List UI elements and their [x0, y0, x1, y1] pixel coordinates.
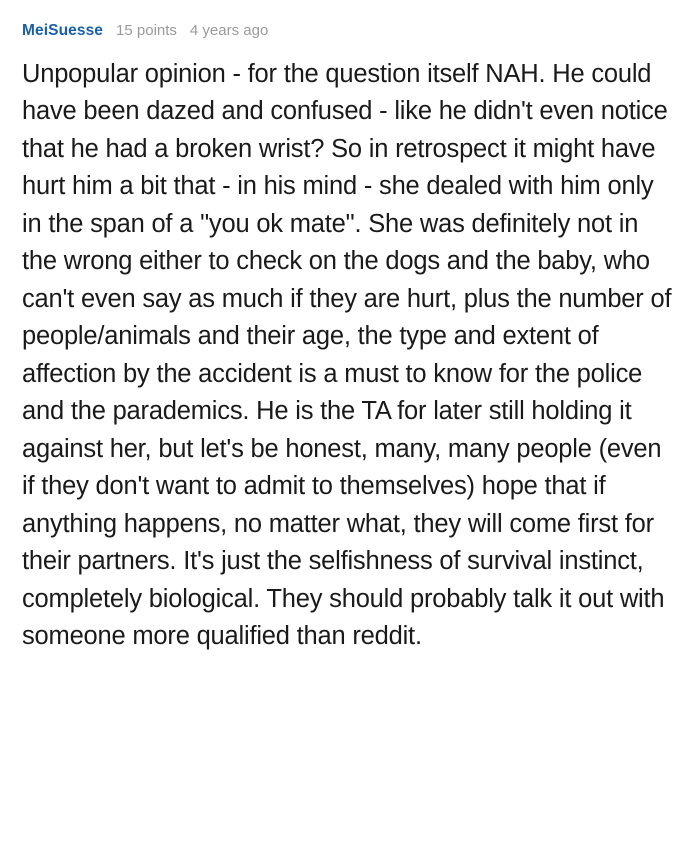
comment-body-text: Unpopular opinion - for the question itself NAH. He could have been dazed and confused - like he didn't even notice that he had a broken wrist? So in retrospect it might have hurt him a bit that - in his mind - she dealed with him only in the span of a "you ok mate". She was definitely not in the wrong either to check on the dogs and the baby, who can't even say as much if they are hurt, plus the number of people/animals and their age, the type and extent of affection by the accident is a must to know for the police and the parademics. He is the TA for later still holding it against her, but let's be honest, many, many people (even if they don't want to admit to themselves) hope that if anything happens, no matter what, they will come first for their partners. It's just the selfishness of survival instinct, completely biological. They should probably talk it out with someone more qualified than reddit.: [22, 60, 672, 651]
comment-timestamp: 4 years ago: [189, 22, 269, 39]
comment-header: [22, 22, 678, 40]
comment-score: 15 points: [116, 22, 177, 39]
comment-author-link[interactable]: MeiSuesse: [22, 22, 104, 39]
comment-body: [22, 56, 678, 656]
